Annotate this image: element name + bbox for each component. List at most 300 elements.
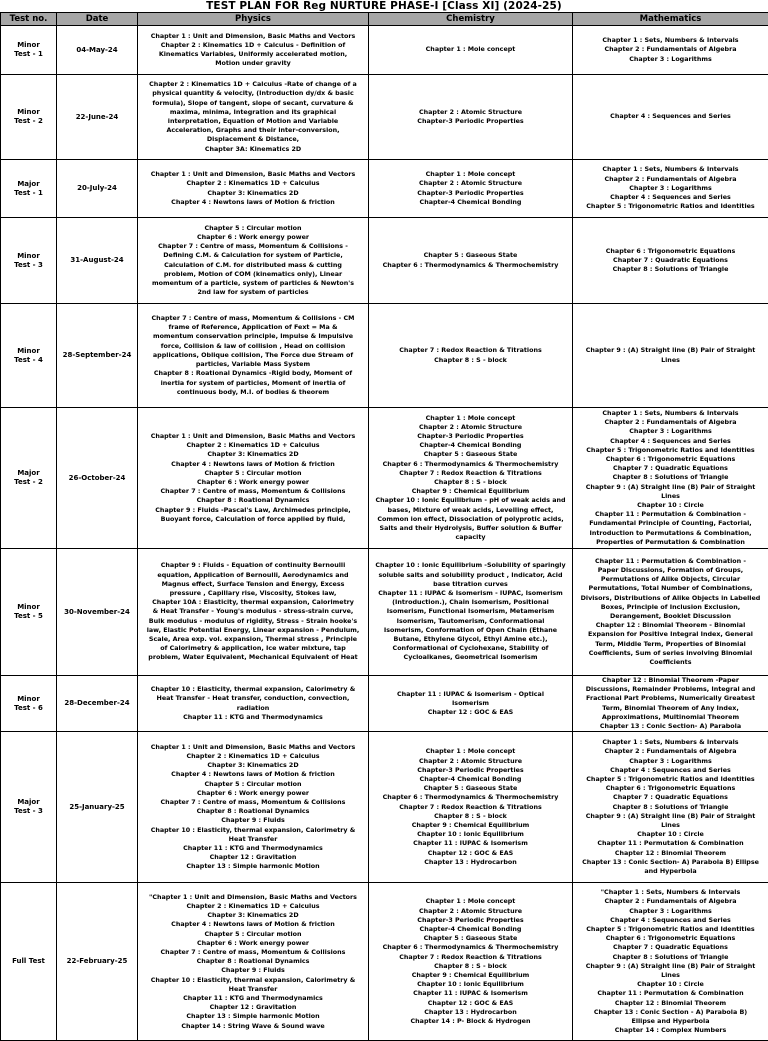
chemistry-cell-line: (Introduction.), Chain Isomerism, Positional xyxy=(370,598,571,607)
physics-cell-line: Chapter 6 : Work energy power xyxy=(139,789,367,798)
mathematics-cell-line: Lines xyxy=(574,971,767,980)
date-cell: 22-February-25 xyxy=(57,883,138,1041)
physics-cell-line: particles, Variable Mass System xyxy=(139,360,367,369)
mathematics-cell-line: Chapter 6 : Trigonometric Equations xyxy=(574,247,767,256)
chemistry-cell xyxy=(369,732,573,883)
physics-cell-line: Magnus effect, Surface Tension and Energy, Excess xyxy=(139,580,367,589)
mathematics-cell-line: Chapter 6 : Trigonometric Equations xyxy=(574,934,767,943)
date-cell: 04-May-24 xyxy=(57,26,138,75)
physics-cell xyxy=(138,549,369,676)
date-cell: 20-July-24 xyxy=(57,160,138,218)
mathematics-cell xyxy=(573,883,768,1041)
test-no-cell-line: Test - 4 xyxy=(2,356,55,365)
physics-cell-line: Chapter 12 : Gravitation xyxy=(139,1003,367,1012)
test-no-cell-line: Minor xyxy=(2,695,55,704)
mathematics-cell-line: Chapter 4 : Sequences and Series xyxy=(574,916,767,925)
mathematics-cell-line: Chapter 11 : Permutation & Combination - xyxy=(574,557,767,566)
chemistry-cell-line: Chapter 2 : Atomic Structure xyxy=(370,907,571,916)
mathematics-cell-line: Introduction to Permutations & Combination, xyxy=(574,529,767,538)
mathematics-cell-line: Chapter 8 : Solutions of Triangle xyxy=(574,473,767,482)
date-cell: 25-January-25 xyxy=(57,732,138,883)
mathematics-cell-line: Chapter 4 : Sequences and Series xyxy=(574,766,767,775)
physics-cell-line: physical quantity & velocity, (Introduction dy/dx & basic xyxy=(139,89,367,98)
physics-cell-line: Chapter 7 : Centre of mass, Momentum & Collisions xyxy=(139,798,367,807)
physics-cell-line: Acceleration, Graphs and their inter-conversion, xyxy=(139,126,367,135)
physics-cell-line: Chapter 2 : Kinematics 1D + Calculus xyxy=(139,752,367,761)
physics-cell-line: Chapter 9 : Fluids - Equation of continuity Bernoulli xyxy=(139,561,367,570)
physics-cell-line: Chapter 7 : Centre of mass, Momentum & Collisions xyxy=(139,487,367,496)
physics-cell xyxy=(138,75,369,160)
test-no-cell xyxy=(1,304,57,408)
chemistry-cell-line: Chapter 12 : GOC & EAS xyxy=(370,849,571,858)
chemistry-cell-line: Chapter-3 Periodic Properties xyxy=(370,117,571,126)
physics-cell-line: continuous body, M.I. of bodies & theorem xyxy=(139,388,367,397)
table-row xyxy=(1,676,768,732)
chemistry-cell-line: Isomerism, Functional Isomerism, Metamerism xyxy=(370,607,571,616)
physics-cell-line: Chapter 13 : Simple harmonic Motion xyxy=(139,1012,367,1021)
mathematics-cell-line: Ellipse and Hyperbola xyxy=(574,1017,767,1026)
test-no-cell-line: Minor xyxy=(2,252,55,261)
date-cell: 22-June-24 xyxy=(57,75,138,160)
chemistry-cell-line: Chapter 12 : GOC & EAS xyxy=(370,999,571,1008)
physics-cell-line: Chapter 13 : Simple harmonic Motion xyxy=(139,862,367,871)
physics-cell-line: Chapter 2 : Kinematics 1D + Calculus xyxy=(139,902,367,911)
physics-cell-line: Chapter 11 : KTG and Thermodynamics xyxy=(139,844,367,853)
mathematics-cell-line: Chapter 10 : Circle xyxy=(574,830,767,839)
physics-cell-line: Chapter 3: Kinematics 2D xyxy=(139,450,367,459)
chemistry-cell xyxy=(369,26,573,75)
mathematics-cell-line: Chapter 14 : Complex Numbers xyxy=(574,1026,767,1035)
chemistry-cell xyxy=(369,883,573,1041)
mathematics-cell-line: Lines xyxy=(574,492,767,501)
mathematics-cell-line: "Chapter 1 : Sets, Numbers & Intervals xyxy=(574,888,767,897)
physics-cell-line: Chapter 1 : Unit and Dimension, Basic Maths and Vectors xyxy=(139,170,367,179)
physics-cell-line: Chapter 7 : Centre of mass, Momentum & Collisions - xyxy=(139,242,367,251)
test-no-cell-line: Major xyxy=(2,469,55,478)
physics-cell-line: Chapter 3A: Kinematics 2D xyxy=(139,145,367,154)
mathematics-cell xyxy=(573,26,768,75)
mathematics-cell-line: Chapter 5 : Trigonometric Ratios and Identities xyxy=(574,446,767,455)
mathematics-cell-line: Coefficients xyxy=(574,658,767,667)
chemistry-cell-line: Chapter 7 : Redox Reaction & Titrations xyxy=(370,953,571,962)
mathematics-cell-line: Chapter 8 : Solutions of Triangle xyxy=(574,953,767,962)
mathematics-cell-line: Term, Binomial Theorem of Any Index, xyxy=(574,704,767,713)
chemistry-cell-line: Chapter 10 : Ionic Equilibrium xyxy=(370,830,571,839)
mathematics-cell-line: Chapter 3 : Logarithms xyxy=(574,184,767,193)
chemistry-cell-line: Chapter 9 : Chemical Equilibrium xyxy=(370,971,571,980)
physics-cell-line: maxima, minima, Integration and its graphical xyxy=(139,108,367,117)
mathematics-cell-line: Paper Discussions, Formation of Groups, xyxy=(574,566,767,575)
mathematics-cell-line: Expansion for Positive Integral Index, General xyxy=(574,630,767,639)
physics-cell xyxy=(138,732,369,883)
chemistry-cell-line: Chapter 10 : Ionic Equilibrium xyxy=(370,980,571,989)
physics-cell-line: Chapter 2 : Kinematics 1D + Calculus - Definition of xyxy=(139,41,367,50)
chemistry-cell-line: Chapter-4 Chemical Bonding xyxy=(370,441,571,450)
physics-cell-line: & Heat Transfer - Young's modulus - stress-strain curve, xyxy=(139,607,367,616)
test-no-cell xyxy=(1,75,57,160)
mathematics-cell-line: Chapter 4 : Sequences and Series xyxy=(574,193,767,202)
chemistry-cell-line: Chapter-4 Chemical Bonding xyxy=(370,198,571,207)
mathematics-cell-line: Chapter 6 : Trigonometric Equations xyxy=(574,455,767,464)
physics-cell-line: Chapter 11 : KTG and Thermodynamics xyxy=(139,713,367,722)
test-no-cell-line: Major xyxy=(2,180,55,189)
mathematics-cell-line: Properties of Permutation & Combination xyxy=(574,538,767,547)
test-no-cell-line: Full Test xyxy=(2,957,55,966)
mathematics-cell-line: Chapter 3 : Logarithms xyxy=(574,55,767,64)
chemistry-cell-line: Chapter 7 : Redox Reaction & Titrations xyxy=(370,469,571,478)
test-no-cell xyxy=(1,408,57,549)
mathematics-cell-line: Chapter 11 : Permutation & Combination xyxy=(574,839,767,848)
chemistry-cell xyxy=(369,408,573,549)
test-no-cell-line: Minor xyxy=(2,347,55,356)
physics-cell-line: Chapter 8 : Roational Dynamics -Rigid body, Moment of xyxy=(139,369,367,378)
chemistry-cell-line: Chapter 1 : Mole concept xyxy=(370,747,571,756)
chemistry-cell-line: Chapter 6 : Thermodynamics & Thermochemistry xyxy=(370,460,571,469)
mathematics-cell-line: Divisors, Distributions of Alike Objects in Labelled xyxy=(574,594,767,603)
physics-cell-line: Chapter 2 : Kinematics 1D + Calculus xyxy=(139,441,367,450)
physics-cell-line: interpretation, Equation of Motion and Variable xyxy=(139,117,367,126)
physics-cell xyxy=(138,883,369,1041)
mathematics-cell-line: Chapter 2 : Fundamentals of Algebra xyxy=(574,45,767,54)
physics-cell-line: Chapter 9 : Fluids -Pascal's Law, Archimedes principle, xyxy=(139,506,367,515)
test-no-cell-line: Major xyxy=(2,798,55,807)
chemistry-cell-line: Chapter 8 : S - block xyxy=(370,962,571,971)
test-no-cell-line: Test - 3 xyxy=(2,261,55,270)
mathematics-cell-line: Chapter 5 : Trigonometric Ratios and Identities xyxy=(574,925,767,934)
date-cell: 31-August-24 xyxy=(57,218,138,304)
mathematics-cell xyxy=(573,218,768,304)
test-no-cell xyxy=(1,26,57,75)
table-row xyxy=(1,732,768,883)
physics-cell-line: frame of Reference, Application of Fext = Ma & xyxy=(139,323,367,332)
mathematics-cell-line: Boxes, Principle of Inclusion Exclusion, xyxy=(574,603,767,612)
chemistry-cell-line: Chapter 14 : P- Block & Hydrogen xyxy=(370,1017,571,1026)
mathematics-cell-line: Chapter 7 : Quadratic Equations xyxy=(574,943,767,952)
mathematics-cell-line: Fractional Part Problems, Numerically Greatest xyxy=(574,694,767,703)
mathematics-cell-line: Chapter 5 : Trigonometric Ratios and Identities xyxy=(574,202,767,211)
test-no-cell xyxy=(1,732,57,883)
table-row xyxy=(1,408,768,549)
mathematics-cell xyxy=(573,304,768,408)
chemistry-cell-line: Isomerism, Conformation of Open Chain (Ethane xyxy=(370,626,571,635)
physics-cell-line: Chapter 3: Kinematics 2D xyxy=(139,761,367,770)
chemistry-cell-line: Chapter 5 : Gaseous State xyxy=(370,450,571,459)
physics-cell-line: Chapter 4 : Newtons laws of Motion & friction xyxy=(139,198,367,207)
chemistry-cell-line: Chapter 9 : Chemical Equilibrium xyxy=(370,821,571,830)
chemistry-cell-line: Chapter 12 : GOC & EAS xyxy=(370,708,571,717)
chemistry-cell-line: Chapter 11 : IUPAC & Isomerism xyxy=(370,839,571,848)
test-no-cell-line: Test - 6 xyxy=(2,704,55,713)
chemistry-cell-line: bases, Mixture of weak acids, Levelling effect, xyxy=(370,506,571,515)
chemistry-cell-line: Chapter 7 : Redox Reaction & Titrations xyxy=(370,346,571,355)
mathematics-cell-line: Fundamental Principle of Counting, Factorial, xyxy=(574,519,767,528)
physics-cell-line: Chapter 6 : Work energy power xyxy=(139,939,367,948)
physics-cell-line: Kinematics Variables, Uniformly accelerated motion, xyxy=(139,50,367,59)
mathematics-cell-line: Chapter 2 : Fundamentals of Algebra xyxy=(574,747,767,756)
header-date: Date xyxy=(57,13,138,26)
chemistry-cell-line: Chapter 6 : Thermodynamics & Thermochemistry xyxy=(370,943,571,952)
chemistry-cell xyxy=(369,676,573,732)
test-no-cell xyxy=(1,160,57,218)
physics-cell-line: Chapter 6 : Work energy power xyxy=(139,478,367,487)
mathematics-cell-line: Chapter 11 : Permutation & Combination xyxy=(574,989,767,998)
mathematics-cell-line: Term, Middle Term, Properties of Binomial xyxy=(574,640,767,649)
test-no-cell-line: Minor xyxy=(2,603,55,612)
physics-cell xyxy=(138,26,369,75)
physics-cell-line: momentum conservation principle, Impulse & Impulsive xyxy=(139,332,367,341)
mathematics-cell-line: Chapter 10 : Circle xyxy=(574,501,767,510)
chemistry-cell-line: Chapter 1 : Mole concept xyxy=(370,897,571,906)
mathematics-cell-line: Chapter 3 : Logarithms xyxy=(574,427,767,436)
chemistry-cell-line: Chapter-3 Periodic Properties xyxy=(370,432,571,441)
header-chemistry: Chemistry xyxy=(369,13,573,26)
mathematics-cell-line: Chapter 1 : Sets, Numbers & Intervals xyxy=(574,409,767,418)
physics-cell-line: Chapter 10 : Elasticity, thermal expansion, Calorimetry & xyxy=(139,826,367,835)
physics-cell xyxy=(138,218,369,304)
physics-cell-line: Chapter 8 : Roational Dynamics xyxy=(139,957,367,966)
physics-cell-line: momentum of a particle, system of particles & Newton's xyxy=(139,279,367,288)
physics-cell-line: Chapter 1 : Unit and Dimension, Basic Maths and Vectors xyxy=(139,432,367,441)
mathematics-cell-line: Permutations, Total Number of Combinations, xyxy=(574,584,767,593)
chemistry-cell-line: Chapter 8 : S - block xyxy=(370,812,571,821)
mathematics-cell-line: Chapter 11 : Permutation & Combination - xyxy=(574,510,767,519)
table-body xyxy=(1,26,768,1041)
header-test-no: Test no. xyxy=(1,13,57,26)
header-physics: Physics xyxy=(138,13,369,26)
chemistry-cell xyxy=(369,304,573,408)
physics-cell xyxy=(138,408,369,549)
physics-cell-line: Calculation of C.M. for distributed mass & cutting xyxy=(139,261,367,270)
test-no-cell-line: Test - 1 xyxy=(2,189,55,198)
physics-cell-line: law, Elastic Potential Energy, Linear expansion - Pendulum, xyxy=(139,626,367,635)
chemistry-cell-line: Chapter 9 : Chemical Equilibrium xyxy=(370,487,571,496)
physics-cell-line: Chapter 9 : Fluids xyxy=(139,816,367,825)
test-no-cell-line: Test - 1 xyxy=(2,50,55,59)
mathematics-cell-line: Chapter 2 : Fundamentals of Algebra xyxy=(574,175,767,184)
physics-cell-line: Chapter 10A : Elasticity, thermal expansion, Calorimetry xyxy=(139,598,367,607)
mathematics-cell-line: Chapter 8 : Solutions of Triangle xyxy=(574,265,767,274)
chemistry-cell-line: Chapter 2 : Atomic Structure xyxy=(370,179,571,188)
chemistry-cell-line: Chapter-3 Periodic Properties xyxy=(370,766,571,775)
mathematics-cell-line: Chapter 13 : Conic Section - A) Parabola B) xyxy=(574,1008,767,1017)
test-no-cell xyxy=(1,676,57,732)
table-row xyxy=(1,26,768,75)
physics-cell-line: Chapter 10 : Elasticity, thermal expansion, Calorimetry & xyxy=(139,976,367,985)
chemistry-cell-line: Chapter-3 Periodic Properties xyxy=(370,189,571,198)
physics-cell xyxy=(138,676,369,732)
mathematics-cell-line: Chapter 13 : Conic Section- A) Parabola xyxy=(574,722,767,731)
chemistry-cell-line: Chapter-4 Chemical Bonding xyxy=(370,925,571,934)
physics-cell-line: Chapter 4 : Newtons laws of Motion & friction xyxy=(139,770,367,779)
physics-cell-line: Chapter 12 : Gravitation xyxy=(139,853,367,862)
chemistry-cell-line: Chapter 2 : Atomic Structure xyxy=(370,108,571,117)
mathematics-cell-line: Chapter 5 : Trigonometric Ratios and Identities xyxy=(574,775,767,784)
chemistry-cell-line: Chapter 5 : Gaseous State xyxy=(370,934,571,943)
mathematics-cell xyxy=(573,408,768,549)
physics-cell-line: Bulk modulus - modulus of rigidity, Stress - Strain hooke's xyxy=(139,617,367,626)
mathematics-cell-line: and Hyperbola xyxy=(574,867,767,876)
mathematics-cell-line: Chapter 6 : Trigonometric Equations xyxy=(574,784,767,793)
chemistry-cell-line: Chapter 10 : Ionic Equilibrium -Solubility of sparingly xyxy=(370,561,571,570)
chemistry-cell-line: Chapter 2 : Atomic Structure xyxy=(370,423,571,432)
physics-cell-line: Chapter 3: Kinematics 2D xyxy=(139,189,367,198)
mathematics-cell-line: Lines xyxy=(574,356,767,365)
chemistry-cell-line: capacity xyxy=(370,533,571,542)
mathematics-cell-line: Chapter 7 : Quadratic Equations xyxy=(574,256,767,265)
mathematics-cell-line: Chapter 10 : Circle xyxy=(574,980,767,989)
test-plan-table xyxy=(0,12,768,1041)
physics-cell-line: Chapter 8 : Roational Dynamics xyxy=(139,496,367,505)
mathematics-cell xyxy=(573,160,768,218)
mathematics-cell-line: Chapter 2 : Fundamentals of Algebra xyxy=(574,897,767,906)
chemistry-cell-line: Isomerism, Tautomerism, Conformational xyxy=(370,617,571,626)
mathematics-cell-line: Chapter 12 : Binomial Theorem - Binomial xyxy=(574,621,767,630)
mathematics-cell xyxy=(573,676,768,732)
chemistry-cell-line: Chapter 1 : Mole concept xyxy=(370,414,571,423)
mathematics-cell-line: Chapter 2 : Fundamentals of Algebra xyxy=(574,418,767,427)
physics-cell-line: problem, Water Equivalent, Mechanical Equivalent of Heat xyxy=(139,653,367,662)
chemistry-cell-line: Chapter 5 : Gaseous State xyxy=(370,251,571,260)
mathematics-cell-line: Approximations, Multinomial Theorem xyxy=(574,713,767,722)
chemistry-cell-line: Chapter 6 : Thermodynamics & Thermochemistry xyxy=(370,793,571,802)
chemistry-cell-line: Chapter 7 : Redox Reaction & Titrations xyxy=(370,803,571,812)
test-no-cell xyxy=(1,549,57,676)
physics-cell-line: Chapter 10 : Elasticity, thermal expansion, Calorimetry & xyxy=(139,685,367,694)
physics-cell-line: Chapter 4 : Newtons laws of Motion & friction xyxy=(139,920,367,929)
chemistry-cell-line: Conformational of Cyclohexane, Stability of xyxy=(370,644,571,653)
chemistry-cell-line: Chapter 13 : Hydrocarbon xyxy=(370,858,571,867)
chemistry-cell-line: Common ion effect, Dissociation of polyprotic acids, xyxy=(370,515,571,524)
date-cell: 28-December-24 xyxy=(57,676,138,732)
chemistry-cell xyxy=(369,218,573,304)
physics-cell-line: Scale, Area exp. vol. expansion, Thermal stress , Principle xyxy=(139,635,367,644)
chemistry-cell-line: Chapter 11 : IUPAC & Isomerism - Optical xyxy=(370,690,571,699)
table-row xyxy=(1,549,768,676)
physics-cell-line: Chapter 8 : Roational Dynamics xyxy=(139,807,367,816)
test-no-cell xyxy=(1,218,57,304)
mathematics-cell-line: Chapter 3 : Logarithms xyxy=(574,757,767,766)
physics-cell-line: Chapter 7 : Centre of mass, Momentum & Collisions xyxy=(139,948,367,957)
test-no-cell-line: Test - 5 xyxy=(2,612,55,621)
physics-cell-line: Chapter 1 : Unit and Dimension, Basic Maths and Vectors xyxy=(139,743,367,752)
table-row xyxy=(1,160,768,218)
date-cell: 26-October-24 xyxy=(57,408,138,549)
mathematics-cell-line: Chapter 4 : Sequences and Series xyxy=(574,112,767,121)
physics-cell-line: Chapter 9 : Fluids xyxy=(139,966,367,975)
chemistry-cell-line: Butane, Ethylene Glycol, Ethyl Amine etc.), xyxy=(370,635,571,644)
physics-cell-line: Chapter 5 : Circular motion xyxy=(139,469,367,478)
chemistry-cell-line: Chapter-3 Periodic Properties xyxy=(370,916,571,925)
mathematics-cell-line: Chapter 4 : Sequences and Series xyxy=(574,437,767,446)
physics-cell-line: Chapter 14 : String Wave & Sound wave xyxy=(139,1022,367,1031)
physics-cell-line: radiation xyxy=(139,704,367,713)
table-row xyxy=(1,75,768,160)
test-no-cell-line: Test - 2 xyxy=(2,478,55,487)
physics-cell-line: 2nd law for system of particles xyxy=(139,288,367,297)
chemistry-cell-line: Chapter 11 : IUPAC & Isomerism - IUPAC, Isomerism xyxy=(370,589,571,598)
chemistry-cell xyxy=(369,75,573,160)
table-row xyxy=(1,883,768,1041)
physics-cell-line: problem, Motion of COM (kinematics only), Linear xyxy=(139,270,367,279)
physics-cell-line: Chapter 11 : KTG and Thermodynamics xyxy=(139,994,367,1003)
chemistry-cell-line: Chapter 8 : S - block xyxy=(370,356,571,365)
chemistry-cell-line: Chapter 10 : Ionic Equilibrium - pH of weak acids and xyxy=(370,496,571,505)
mathematics-cell-line: Chapter 7 : Quadratic Equations xyxy=(574,793,767,802)
mathematics-cell xyxy=(573,75,768,160)
chemistry-cell xyxy=(369,549,573,676)
chemistry-cell-line: Chapter 5 : Gaseous State xyxy=(370,784,571,793)
chemistry-cell-line: Chapter 8 : S - block xyxy=(370,478,571,487)
mathematics-cell-line: Chapter 12 : Binomial Theorem -Paper xyxy=(574,676,767,685)
chemistry-cell-line: Chapter 1 : Mole concept xyxy=(370,45,571,54)
physics-cell xyxy=(138,304,369,408)
physics-cell-line: inertia for system of particles, Moment of inertia of xyxy=(139,379,367,388)
chemistry-cell-line: Chapter 6 : Thermodynamics & Thermochemistry xyxy=(370,261,571,270)
chemistry-cell-line: Chapter 11 : IUPAC & Isomerism xyxy=(370,989,571,998)
mathematics-cell xyxy=(573,732,768,883)
mathematics-cell-line: Lines xyxy=(574,821,767,830)
mathematics-cell-line: Chapter 8 : Solutions of Triangle xyxy=(574,803,767,812)
chemistry-cell-line: soluble salts and solubility product , Indicator, Acid xyxy=(370,571,571,580)
test-no-cell-line: Test - 3 xyxy=(2,807,55,816)
chemistry-cell xyxy=(369,160,573,218)
test-no-cell-line: Minor xyxy=(2,108,55,117)
test-no-cell-line: Minor xyxy=(2,41,55,50)
physics-cell-line: Heat Transfer xyxy=(139,985,367,994)
physics-cell-line: of Calorimetry & application, Ice water mixture, tap xyxy=(139,644,367,653)
physics-cell-line: Chapter 4 : Newtons laws of Motion & friction xyxy=(139,460,367,469)
chemistry-cell-line: base titration curves xyxy=(370,580,571,589)
chemistry-cell-line: Chapter 1 : Mole concept xyxy=(370,170,571,179)
table-header-row xyxy=(1,13,768,26)
physics-cell-line: Motion under gravity xyxy=(139,59,367,68)
physics-cell-line: Chapter 3: Kinematics 2D xyxy=(139,911,367,920)
mathematics-cell-line: Chapter 13 : Conic Section- A) Parabola B) Ellipse xyxy=(574,858,767,867)
mathematics-cell-line: Chapter 9 : (A) Straight line (B) Pair of Straight xyxy=(574,962,767,971)
physics-cell-line: Heat Transfer xyxy=(139,835,367,844)
table-row xyxy=(1,304,768,408)
date-cell: 28-September-24 xyxy=(57,304,138,408)
physics-cell-line: Buoyant force, Calculation of force applied by fluid, xyxy=(139,515,367,524)
chemistry-cell-line: Chapter-4 Chemical Bonding xyxy=(370,775,571,784)
physics-cell-line: Defining C.M. & Calculation for system of Particle, xyxy=(139,251,367,260)
physics-cell-line: formula), Slope of tangent, slope of secant, curvature & xyxy=(139,99,367,108)
mathematics-cell xyxy=(573,549,768,676)
physics-cell-line: Chapter 7 : Centre of mass, Momentum & Collisions - CM xyxy=(139,314,367,323)
mathematics-cell-line: Discussions, Remainder Problems, Integral and xyxy=(574,685,767,694)
physics-cell-line: equation, Application of Bernoulli, Aerodynamics and xyxy=(139,571,367,580)
chemistry-cell-line: Salts and their Hydrolysis, Buffer solution & Buffer xyxy=(370,524,571,533)
mathematics-cell-line: Chapter 1 : Sets, Numbers & Intervals xyxy=(574,165,767,174)
chemistry-cell-line: Chapter 13 : Hydrocarbon xyxy=(370,1008,571,1017)
physics-cell-line: pressure , Capillary rise, Viscosity, Stokes law, xyxy=(139,589,367,598)
physics-cell-line: Chapter 2 : Kinematics 1D + Calculus -Rate of change of a xyxy=(139,80,367,89)
physics-cell-line: force, Collision & law of collision , Head on collision xyxy=(139,342,367,351)
mathematics-cell-line: Chapter 12 : Binomial Theorem xyxy=(574,999,767,1008)
physics-cell-line: applications, Oblique collision, The Force due Stream of xyxy=(139,351,367,360)
chemistry-cell-line: Chapter 2 : Atomic Structure xyxy=(370,757,571,766)
table-row xyxy=(1,218,768,304)
test-no-cell xyxy=(1,883,57,1041)
date-cell: 30-November-24 xyxy=(57,549,138,676)
physics-cell-line: Heat Transfer - Heat transfer, conduction, convection, xyxy=(139,694,367,703)
header-mathematics: Mathematics xyxy=(573,13,768,26)
mathematics-cell-line: Chapter 12 : Binomial Theorem xyxy=(574,849,767,858)
chemistry-cell-line: Isomerism xyxy=(370,699,571,708)
physics-cell-line: Chapter 5 : Circular motion xyxy=(139,224,367,233)
physics-cell-line: Chapter 6 : Work energy power xyxy=(139,233,367,242)
mathematics-cell-line: Chapter 1 : Sets, Numbers & Intervals xyxy=(574,36,767,45)
